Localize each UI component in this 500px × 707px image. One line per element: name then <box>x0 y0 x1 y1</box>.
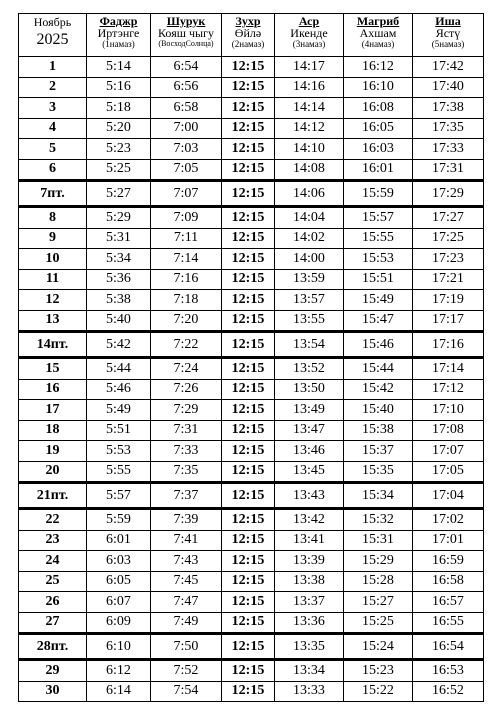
sunrise-time-cell: 7:29 <box>151 400 222 421</box>
day-row <box>19 269 484 290</box>
zuhr-time-cell: 12:15 <box>222 483 275 509</box>
day-cell: 21пт. <box>19 483 87 509</box>
day-cell: 25 <box>19 571 87 592</box>
day-cell: 6 <box>19 159 87 181</box>
maghrib-time-cell: 16:10 <box>344 77 413 98</box>
day-row <box>19 249 484 270</box>
sunrise-time-cell: 7:24 <box>151 358 222 380</box>
fajr-time-cell: 5:49 <box>87 400 151 421</box>
day-row <box>19 551 484 572</box>
isha-time-cell: 17:19 <box>413 290 484 311</box>
zuhr-time-cell: 12:15 <box>222 358 275 380</box>
day-row <box>19 139 484 160</box>
day-row <box>19 420 484 441</box>
sunrise-header <box>151 14 222 57</box>
sunrise-name: Шурук <box>166 14 206 28</box>
maghrib-time-cell: 16:03 <box>344 139 413 160</box>
asr-time-cell: 13:34 <box>275 660 344 682</box>
prayer-times-table <box>18 13 484 702</box>
day-row <box>19 379 484 400</box>
day-cell: 22 <box>19 509 87 531</box>
asr-time-cell: 13:55 <box>275 310 344 332</box>
maghrib-time-cell: 15:37 <box>344 441 413 462</box>
month-label: Ноябрь <box>33 15 72 29</box>
fajr-header <box>87 14 151 57</box>
maghrib-time-cell: 15:23 <box>344 660 413 682</box>
fajr-time-cell: 5:31 <box>87 228 151 249</box>
day-row <box>19 530 484 551</box>
friday-row <box>19 483 484 509</box>
fajr-time-cell: 6:01 <box>87 530 151 551</box>
sunrise-time-cell: 7:11 <box>151 228 222 249</box>
asr-local-name: Икенде <box>290 26 328 40</box>
fajr-time-cell: 5:18 <box>87 98 151 119</box>
day-cell: 9 <box>19 228 87 249</box>
sunrise-time-cell: 7:05 <box>151 159 222 181</box>
sunrise-time-cell: 7:39 <box>151 509 222 531</box>
isha-time-cell: 17:27 <box>413 207 484 229</box>
sunrise-time-cell: 7:14 <box>151 249 222 270</box>
zuhr-time-cell: 12:15 <box>222 551 275 572</box>
sunrise-time-cell: 7:45 <box>151 571 222 592</box>
day-cell: 20 <box>19 461 87 483</box>
fajr-time-cell: 6:05 <box>87 571 151 592</box>
zuhr-time-cell: 12:15 <box>222 681 275 702</box>
sunrise-time-cell: 7:26 <box>151 379 222 400</box>
day-cell: 4 <box>19 118 87 139</box>
maghrib-time-cell: 15:53 <box>344 249 413 270</box>
asr-time-cell: 13:52 <box>275 358 344 380</box>
day-cell: 29 <box>19 660 87 682</box>
day-cell: 3 <box>19 98 87 119</box>
isha-name: Иша <box>435 14 461 28</box>
isha-time-cell: 17:25 <box>413 228 484 249</box>
maghrib-time-cell: 15:42 <box>344 379 413 400</box>
isha-time-cell: 16:57 <box>413 592 484 613</box>
isha-time-cell: 16:58 <box>413 571 484 592</box>
isha-time-cell: 17:04 <box>413 483 484 509</box>
fajr-time-cell: 5:36 <box>87 269 151 290</box>
sunrise-time-cell: 6:54 <box>151 57 222 78</box>
maghrib-time-cell: 15:22 <box>344 681 413 702</box>
maghrib-time-cell: 15:38 <box>344 420 413 441</box>
day-row <box>19 441 484 462</box>
day-cell: 10 <box>19 249 87 270</box>
asr-time-cell: 13:57 <box>275 290 344 311</box>
fajr-time-cell: 5:51 <box>87 420 151 441</box>
asr-time-cell: 13:54 <box>275 332 344 358</box>
fajr-name: Фаджр <box>99 14 138 28</box>
day-cell: 14пт. <box>19 332 87 358</box>
zuhr-time-cell: 12:15 <box>222 571 275 592</box>
isha-note: (5намаз) <box>431 39 465 49</box>
asr-header <box>275 14 344 57</box>
maghrib-time-cell: 15:44 <box>344 358 413 380</box>
sunrise-time-cell: 7:00 <box>151 118 222 139</box>
asr-time-cell: 13:38 <box>275 571 344 592</box>
asr-time-cell: 13:50 <box>275 379 344 400</box>
sunrise-time-cell: 7:20 <box>151 310 222 332</box>
sunrise-time-cell: 7:09 <box>151 207 222 229</box>
maghrib-time-cell: 16:01 <box>344 159 413 181</box>
day-cell: 18 <box>19 420 87 441</box>
isha-time-cell: 16:59 <box>413 551 484 572</box>
isha-time-cell: 16:52 <box>413 681 484 702</box>
isha-time-cell: 17:42 <box>413 57 484 78</box>
day-row <box>19 509 484 531</box>
maghrib-time-cell: 15:24 <box>344 634 413 660</box>
asr-time-cell: 14:00 <box>275 249 344 270</box>
year-label: 2025 <box>36 30 69 48</box>
fajr-time-cell: 5:40 <box>87 310 151 332</box>
sunrise-time-cell: 6:56 <box>151 77 222 98</box>
isha-time-cell: 17:16 <box>413 332 484 358</box>
maghrib-time-cell: 15:28 <box>344 571 413 592</box>
isha-time-cell: 17:40 <box>413 77 484 98</box>
isha-time-cell: 16:54 <box>413 634 484 660</box>
sunrise-time-cell: 7:07 <box>151 181 222 207</box>
maghrib-time-cell: 15:55 <box>344 228 413 249</box>
asr-time-cell: 13:49 <box>275 400 344 421</box>
fajr-time-cell: 5:25 <box>87 159 151 181</box>
zuhr-time-cell: 12:15 <box>222 660 275 682</box>
day-cell: 15 <box>19 358 87 380</box>
fajr-time-cell: 5:34 <box>87 249 151 270</box>
friday-row <box>19 332 484 358</box>
sunrise-time-cell: 7:22 <box>151 332 222 358</box>
maghrib-time-cell: 15:31 <box>344 530 413 551</box>
fajr-time-cell: 6:03 <box>87 551 151 572</box>
fajr-time-cell: 5:23 <box>87 139 151 160</box>
friday-row <box>19 634 484 660</box>
fajr-note: (1намаз) <box>102 39 135 49</box>
day-row <box>19 592 484 613</box>
zuhr-time-cell: 12:15 <box>222 181 275 207</box>
fajr-time-cell: 5:20 <box>87 118 151 139</box>
day-cell: 24 <box>19 551 87 572</box>
day-cell: 5 <box>19 139 87 160</box>
asr-note: (3намаз) <box>292 39 326 49</box>
zuhr-time-cell: 12:15 <box>222 310 275 332</box>
asr-time-cell: 13:36 <box>275 612 344 634</box>
maghrib-name: Магриб <box>356 14 400 28</box>
sunrise-time-cell: 7:50 <box>151 634 222 660</box>
asr-time-cell: 13:39 <box>275 551 344 572</box>
maghrib-time-cell: 16:05 <box>344 118 413 139</box>
zuhr-time-cell: 12:15 <box>222 290 275 311</box>
isha-time-cell: 17:02 <box>413 509 484 531</box>
sunrise-time-cell: 7:54 <box>151 681 222 702</box>
sunrise-time-cell: 7:47 <box>151 592 222 613</box>
isha-time-cell: 17:33 <box>413 139 484 160</box>
day-row <box>19 207 484 229</box>
asr-time-cell: 13:37 <box>275 592 344 613</box>
zuhr-time-cell: 12:15 <box>222 228 275 249</box>
fajr-time-cell: 6:10 <box>87 634 151 660</box>
zuhr-time-cell: 12:15 <box>222 612 275 634</box>
day-cell: 17 <box>19 400 87 421</box>
day-row <box>19 461 484 483</box>
day-cell: 23 <box>19 530 87 551</box>
asr-time-cell: 14:17 <box>275 57 344 78</box>
day-row <box>19 400 484 421</box>
day-row <box>19 310 484 332</box>
fajr-time-cell: 5:16 <box>87 77 151 98</box>
asr-time-cell: 14:14 <box>275 98 344 119</box>
asr-time-cell: 13:45 <box>275 461 344 483</box>
day-cell: 8 <box>19 207 87 229</box>
maghrib-time-cell: 15:32 <box>344 509 413 531</box>
day-row <box>19 612 484 634</box>
zuhr-name: Зухр <box>235 14 261 28</box>
day-cell: 2 <box>19 77 87 98</box>
asr-time-cell: 13:33 <box>275 681 344 702</box>
fajr-time-cell: 6:12 <box>87 660 151 682</box>
fajr-time-cell: 5:55 <box>87 461 151 483</box>
maghrib-time-cell: 15:35 <box>344 461 413 483</box>
asr-time-cell: 13:42 <box>275 509 344 531</box>
zuhr-time-cell: 12:15 <box>222 269 275 290</box>
fajr-time-cell: 6:14 <box>87 681 151 702</box>
fajr-time-cell: 6:07 <box>87 592 151 613</box>
isha-time-cell: 17:35 <box>413 118 484 139</box>
day-row <box>19 118 484 139</box>
zuhr-time-cell: 12:15 <box>222 159 275 181</box>
sunrise-time-cell: 7:16 <box>151 269 222 290</box>
day-row <box>19 159 484 181</box>
maghrib-local-name: Ахшам <box>359 26 397 40</box>
maghrib-time-cell: 15:47 <box>344 310 413 332</box>
isha-time-cell: 17:01 <box>413 530 484 551</box>
isha-time-cell: 17:29 <box>413 181 484 207</box>
isha-time-cell: 17:05 <box>413 461 484 483</box>
day-cell: 27 <box>19 612 87 634</box>
asr-time-cell: 14:08 <box>275 159 344 181</box>
zuhr-time-cell: 12:15 <box>222 634 275 660</box>
sunrise-time-cell: 7:41 <box>151 530 222 551</box>
fajr-time-cell: 5:53 <box>87 441 151 462</box>
fajr-time-cell: 5:27 <box>87 181 151 207</box>
isha-time-cell: 16:53 <box>413 660 484 682</box>
maghrib-header <box>344 14 413 57</box>
friday-row <box>19 181 484 207</box>
sunrise-time-cell: 7:33 <box>151 441 222 462</box>
day-cell: 16 <box>19 379 87 400</box>
day-cell: 11 <box>19 269 87 290</box>
isha-local-name: Ястү <box>435 26 461 40</box>
isha-time-cell: 17:17 <box>413 310 484 332</box>
day-row <box>19 290 484 311</box>
asr-time-cell: 13:41 <box>275 530 344 551</box>
fajr-time-cell: 5:59 <box>87 509 151 531</box>
zuhr-time-cell: 12:15 <box>222 420 275 441</box>
asr-time-cell: 13:43 <box>275 483 344 509</box>
sunrise-time-cell: 7:35 <box>151 461 222 483</box>
sunrise-time-cell: 7:52 <box>151 660 222 682</box>
sunrise-time-cell: 7:03 <box>151 139 222 160</box>
fajr-time-cell: 5:46 <box>87 379 151 400</box>
isha-time-cell: 17:23 <box>413 249 484 270</box>
asr-time-cell: 13:46 <box>275 441 344 462</box>
zuhr-local-name: Өйлә <box>234 26 262 40</box>
day-cell: 1 <box>19 57 87 78</box>
fajr-time-cell: 5:14 <box>87 57 151 78</box>
fajr-time-cell: 6:09 <box>87 612 151 634</box>
isha-time-cell: 17:31 <box>413 159 484 181</box>
zuhr-time-cell: 12:15 <box>222 77 275 98</box>
asr-time-cell: 14:02 <box>275 228 344 249</box>
sunrise-time-cell: 7:18 <box>151 290 222 311</box>
sunrise-time-cell: 7:37 <box>151 483 222 509</box>
maghrib-time-cell: 15:27 <box>344 592 413 613</box>
sunrise-time-cell: 6:58 <box>151 98 222 119</box>
isha-time-cell: 17:21 <box>413 269 484 290</box>
maghrib-time-cell: 16:12 <box>344 57 413 78</box>
day-cell: 7пт. <box>19 181 87 207</box>
isha-time-cell: 17:38 <box>413 98 484 119</box>
fajr-time-cell: 5:44 <box>87 358 151 380</box>
maghrib-time-cell: 15:25 <box>344 612 413 634</box>
asr-name: Аср <box>298 14 320 28</box>
maghrib-time-cell: 15:49 <box>344 290 413 311</box>
zuhr-time-cell: 12:15 <box>222 139 275 160</box>
isha-time-cell: 17:08 <box>413 420 484 441</box>
day-cell: 28пт. <box>19 634 87 660</box>
isha-time-cell: 17:12 <box>413 379 484 400</box>
day-row <box>19 57 484 78</box>
day-row <box>19 98 484 119</box>
schedule-body <box>19 57 484 702</box>
maghrib-note: (4намаз) <box>361 39 395 49</box>
zuhr-time-cell: 12:15 <box>222 249 275 270</box>
zuhr-time-cell: 12:15 <box>222 332 275 358</box>
maghrib-time-cell: 15:51 <box>344 269 413 290</box>
zuhr-time-cell: 12:15 <box>222 207 275 229</box>
zuhr-time-cell: 12:15 <box>222 461 275 483</box>
fajr-time-cell: 5:38 <box>87 290 151 311</box>
zuhr-time-cell: 12:15 <box>222 400 275 421</box>
asr-time-cell: 14:12 <box>275 118 344 139</box>
sunrise-local-name: Кояш чыгу <box>158 26 214 40</box>
sunrise-time-cell: 7:31 <box>151 420 222 441</box>
day-cell: 13 <box>19 310 87 332</box>
isha-header <box>413 14 484 57</box>
maghrib-time-cell: 15:57 <box>344 207 413 229</box>
fajr-time-cell: 5:29 <box>87 207 151 229</box>
fajr-time-cell: 5:57 <box>87 483 151 509</box>
zuhr-time-cell: 12:15 <box>222 98 275 119</box>
fajr-local-name: Иртэнге <box>97 26 140 40</box>
sunrise-time-cell: 7:49 <box>151 612 222 634</box>
asr-time-cell: 14:10 <box>275 139 344 160</box>
zuhr-time-cell: 12:15 <box>222 57 275 78</box>
day-row <box>19 681 484 702</box>
asr-time-cell: 13:59 <box>275 269 344 290</box>
sunrise-time-cell: 7:43 <box>151 551 222 572</box>
zuhr-time-cell: 12:15 <box>222 118 275 139</box>
asr-time-cell: 14:16 <box>275 77 344 98</box>
day-cell: 30 <box>19 681 87 702</box>
isha-time-cell: 17:07 <box>413 441 484 462</box>
isha-time-cell: 16:55 <box>413 612 484 634</box>
zuhr-note: (2намаз) <box>231 39 265 49</box>
maghrib-time-cell: 15:34 <box>344 483 413 509</box>
asr-time-cell: 13:47 <box>275 420 344 441</box>
sunrise-note: (ВосходСолнца) <box>158 39 214 48</box>
asr-time-cell: 13:35 <box>275 634 344 660</box>
maghrib-time-cell: 15:46 <box>344 332 413 358</box>
zuhr-time-cell: 12:15 <box>222 592 275 613</box>
day-row <box>19 571 484 592</box>
maghrib-time-cell: 15:29 <box>344 551 413 572</box>
day-row <box>19 228 484 249</box>
fajr-time-cell: 5:42 <box>87 332 151 358</box>
month-year-cell <box>19 14 87 57</box>
zuhr-time-cell: 12:15 <box>222 509 275 531</box>
isha-time-cell: 17:14 <box>413 358 484 380</box>
maghrib-time-cell: 15:40 <box>344 400 413 421</box>
maghrib-time-cell: 16:08 <box>344 98 413 119</box>
zuhr-time-cell: 12:15 <box>222 379 275 400</box>
asr-time-cell: 14:06 <box>275 181 344 207</box>
zuhr-time-cell: 12:15 <box>222 530 275 551</box>
day-cell: 12 <box>19 290 87 311</box>
day-row <box>19 358 484 380</box>
day-row <box>19 77 484 98</box>
header-row <box>19 14 484 57</box>
day-cell: 26 <box>19 592 87 613</box>
zuhr-header <box>222 14 275 57</box>
day-cell: 19 <box>19 441 87 462</box>
zuhr-time-cell: 12:15 <box>222 441 275 462</box>
isha-time-cell: 17:10 <box>413 400 484 421</box>
asr-time-cell: 14:04 <box>275 207 344 229</box>
maghrib-time-cell: 15:59 <box>344 181 413 207</box>
day-row <box>19 660 484 682</box>
